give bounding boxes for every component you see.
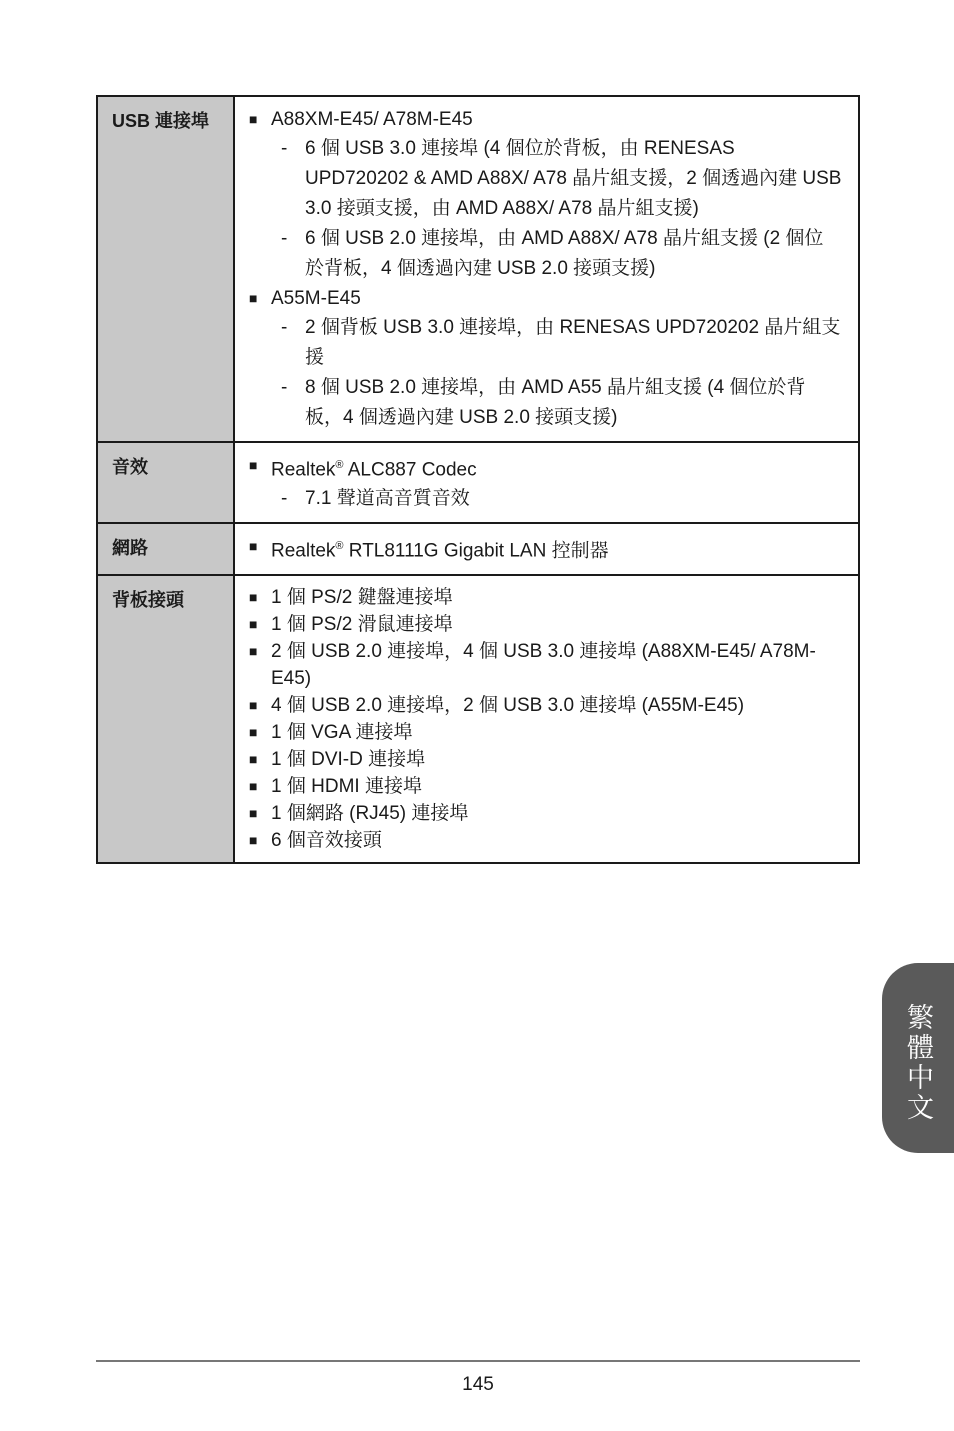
spec-content-back-panel	[234, 575, 859, 863]
sub-list-item-text: 7.1 聲道高音質音效	[305, 488, 470, 510]
bullet-icon: ■	[249, 615, 258, 632]
sub-list-item	[249, 313, 842, 373]
list-item	[249, 584, 842, 611]
list-item-text: A88XM-E45/ A78M-E45	[271, 109, 473, 130]
bullet-icon: ■	[249, 723, 258, 740]
spec-content-usb	[234, 96, 859, 442]
list-item	[249, 692, 842, 719]
list-item-text: 6 個音效接頭	[271, 829, 382, 851]
dash-icon: -	[281, 377, 288, 398]
list-item-text: A55M-E45	[271, 288, 361, 309]
list-item	[249, 746, 842, 773]
bullet-icon: ■	[249, 750, 258, 767]
registered-mark: ®	[335, 540, 344, 553]
list-item	[249, 773, 842, 800]
dash-icon: -	[281, 488, 288, 510]
spec-content-lan	[234, 523, 859, 574]
codec-name: ALC887 Codec	[343, 459, 477, 481]
bullet-icon: ■	[249, 831, 258, 848]
controller-name: RTL8111G Gigabit LAN 控制器	[343, 540, 609, 562]
spec-content-audio	[234, 442, 859, 523]
spec-row-lan	[97, 523, 859, 574]
page-number: 145	[462, 1374, 494, 1395]
brand-name: Realtek	[271, 459, 336, 481]
list-item	[249, 105, 842, 134]
spec-label-usb: USB 連接埠	[97, 96, 234, 442]
sub-list-item	[249, 134, 842, 224]
bullet-icon: ■	[249, 290, 258, 306]
spec-row-audio	[97, 442, 859, 523]
list-item-text: 1 個 PS/2 滑鼠連接埠	[271, 613, 453, 635]
bullet-icon: ■	[249, 696, 258, 713]
list-item-text: 1 個 PS/2 鍵盤連接埠	[271, 586, 453, 608]
list-item	[249, 611, 842, 638]
language-side-tab	[882, 963, 954, 1153]
sub-list-item	[249, 224, 842, 284]
sub-list-item-text: 6 個 USB 3.0 連接埠 (4 個位於背板，由 RENESAS UPD720202 & AMD A88X/ A78 晶片組支援，2 個透過內建 USB 3.0 接頭支援，由 AMD A88X/ A78 晶片組支援)	[305, 138, 842, 219]
dash-icon: -	[281, 228, 288, 249]
sub-list-item-text: 8 個 USB 2.0 連接埠，由 AMD A55 晶片組支援 (4 個位於背板，4 個透過內建 USB 2.0 接頭支援)	[305, 377, 806, 428]
list-item-text: 2 個 USB 2.0 連接埠，4 個 USB 3.0 連接埠 (A88XM-E45/ A78M-E45)	[271, 640, 816, 689]
dash-icon: -	[281, 138, 288, 159]
list-item-text: 1 個 HDMI 連接埠	[271, 775, 422, 797]
language-side-tab-label: 繁體中文	[903, 1003, 933, 1123]
sub-list-item	[249, 373, 842, 433]
sub-list-item-text: 2 個背板 USB 3.0 連接埠，由 RENESAS UPD720202 晶片組支援	[305, 317, 841, 368]
list-item	[249, 638, 842, 692]
list-item-text: 1 個 VGA 連接埠	[271, 721, 413, 743]
bullet-icon: ■	[249, 111, 258, 127]
spec-table	[96, 95, 860, 864]
list-item	[249, 827, 842, 854]
bullet-icon: ■	[249, 538, 258, 555]
bullet-icon: ■	[249, 777, 258, 794]
bullet-icon: ■	[249, 642, 258, 659]
dash-icon: -	[281, 317, 288, 338]
list-item-text: 1 個網路 (RJ45) 連接埠	[271, 802, 469, 824]
registered-mark: ®	[335, 459, 344, 471]
bullet-icon: ■	[249, 457, 258, 473]
list-item-text: 1 個 DVI-D 連接埠	[271, 748, 426, 770]
brand-name: Realtek	[271, 540, 336, 562]
list-item-text	[271, 451, 477, 484]
spec-label-audio: 音效	[97, 442, 234, 523]
list-item-text	[271, 532, 609, 565]
sub-list-item-text: 6 個 USB 2.0 連接埠，由 AMD A88X/ A78 晶片組支援 (2 個位於背板，4 個透過內建 USB 2.0 接頭支援)	[305, 228, 824, 279]
list-item	[249, 451, 842, 484]
spec-label-back-panel: 背板接頭	[97, 575, 234, 863]
spec-row-back-panel	[97, 575, 859, 863]
footer-divider	[96, 1360, 860, 1362]
sub-list-item	[249, 484, 842, 514]
list-item	[249, 800, 842, 827]
list-item	[249, 719, 842, 746]
list-item	[249, 532, 842, 565]
bullet-icon: ■	[249, 804, 258, 821]
list-item-text: 4 個 USB 2.0 連接埠，2 個 USB 3.0 連接埠 (A55M-E45)	[271, 694, 745, 716]
spec-row-usb	[97, 96, 859, 442]
list-item	[249, 284, 842, 313]
bullet-icon: ■	[249, 588, 258, 605]
spec-label-lan: 網路	[97, 523, 234, 574]
